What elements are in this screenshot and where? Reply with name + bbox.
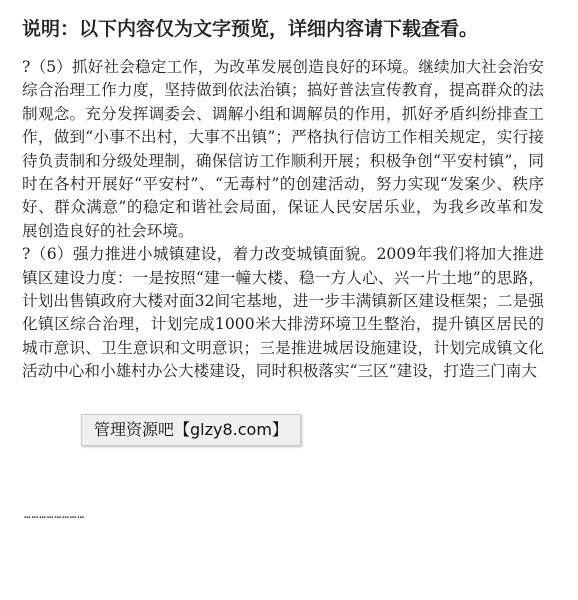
paragraph-social-stability: ?（5）抓好社会稳定工作，为改革发展创造良好的环境。继续加大社会治安综合治理工作力度，坚持做到依法治镇；搞好普法宣传教育，提高群众的法制观念。充分发挥调委会、调解小组和调解员的作用，抓好矛盾纠纷排查工作，做到“小事不出村，大事不出镇”；严格执行信访工作相关规定，实行接待负责制和分级处理制，确保信访工作顺利开展；积极争创“平安村镇”，同时在各村开展好“平安村”、“无毒村”的创建活动，努力实现“发案少、秩序好、群众满意”的稳定和谐社会局面，保证人民安居乐业，为我乡改革和发展创造良好的社会环境。 — [22, 58, 544, 240]
truncation-ellipsis: …………………… — [24, 508, 85, 521]
preview-notice: 说明：以下内容仅为文字预览，详细内容请下载查看。 — [22, 18, 479, 40]
paragraph-town-construction: ?（6）强力推进小城镇建设，着力改变城镇面貌。2009年我们将加大推进镇区建设力度：一是按照“建一幢大楼、稳一方人心、兴一片土地”的思路，计划出售镇政府大楼对面32间宅基地，进一步丰满镇新区建设框架；二是强化镇区综合治理，计划完成1000米大排涝环境卫生整治，提升镇区居民的城市意识、卫生意识和文明意识；三是推进城居设施建设，计划完成镇文化活动中心和小雄村办公大楼建设，同时积极落实“三区”建设，打造三门南大 — [22, 245, 544, 381]
document-body — [22, 56, 544, 384]
site-watermark: 管理资源吧【glzy8.com】 — [81, 414, 301, 446]
